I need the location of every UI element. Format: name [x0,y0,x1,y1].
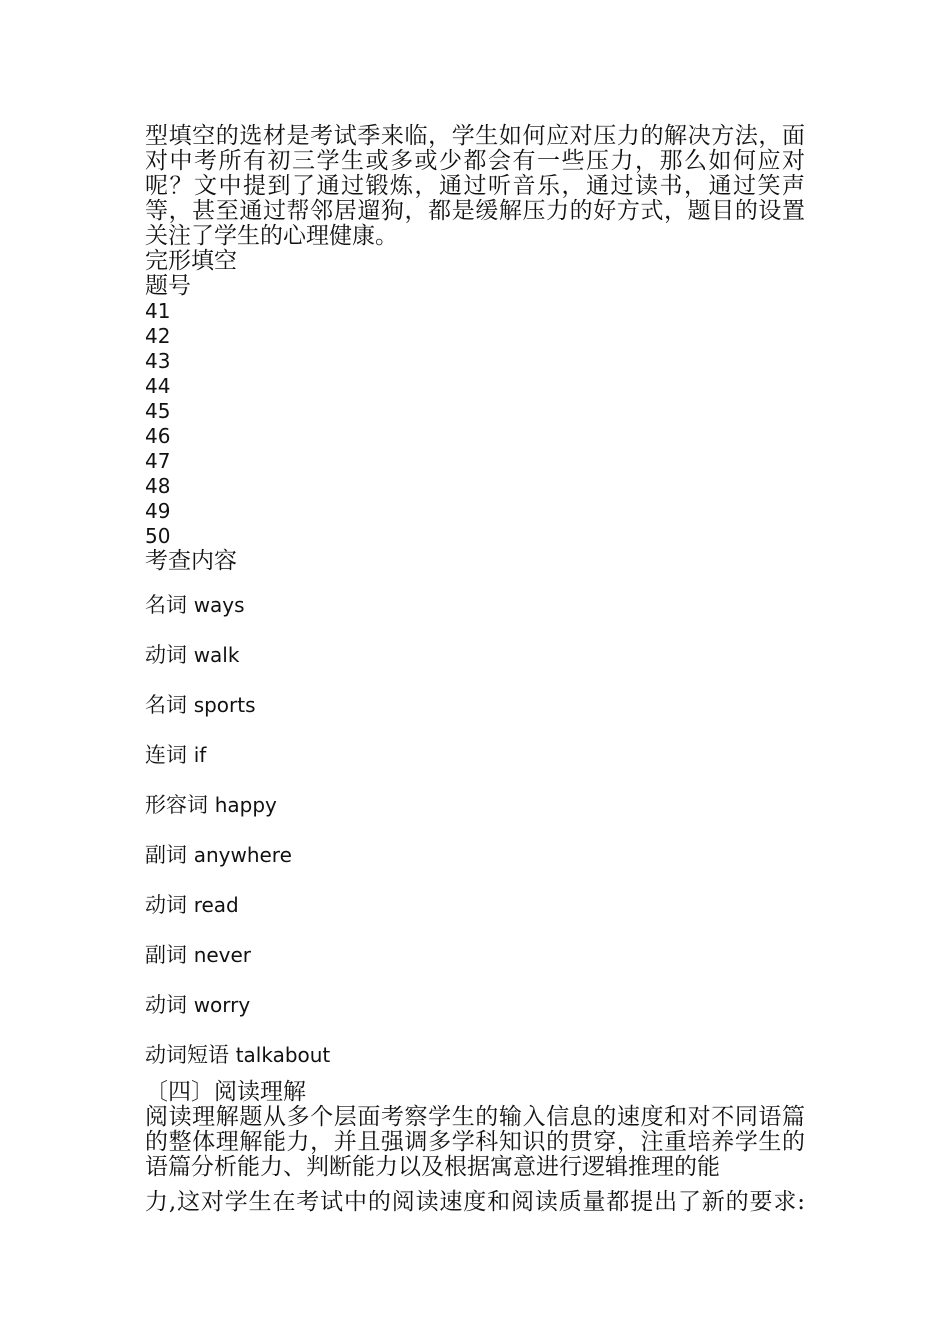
question-number: 47 [145,449,171,473]
question-number: 48 [145,474,171,498]
paragraph-main-text: 阅读理解题从多个层面考察学生的输入信息的速度和对不同语篇的整体理解能力，并且强调多学科知识的贯穿，注重培养学生的语篇分析能力、判断能力以及根据寓意进行逻辑推理的能 [145,1104,805,1180]
number-column-header: 题号 [145,273,191,299]
answer-item [145,680,805,730]
question-number: 44 [145,374,171,398]
answer-word: if [193,743,207,767]
answer-word: anywhere [193,843,292,867]
question-number: 43 [145,349,171,373]
answer-item [145,580,805,630]
question-number: 46 [145,424,171,448]
part-of-speech: 动词 [145,643,187,667]
part-of-speech: 动词 [145,993,187,1017]
intro-paragraph: 型填空的选材是考试季来临，学生如何应对压力的解决方法，面对中考所有初三学生或多或少都会有一些压力，那么如何应对呢？文中提到了通过锻炼，通过听音乐，通过读书，通过笑声等，甚至通过帮邻居遛狗，都是缓解压力的好方式，题目的设置关注了学生的心理健康。 [145,123,805,249]
answer-item [145,830,805,880]
answer-word: talkabout [235,1043,331,1067]
part-of-speech: 动词 [145,893,187,917]
question-number-list [145,299,805,549]
part-of-speech: 动词短语 [145,1043,229,1067]
part-of-speech: 副词 [145,843,187,867]
content-column-header: 考查内容 [145,548,237,574]
answer-item [145,1030,805,1080]
part-of-speech: 副词 [145,943,187,967]
part-of-speech: 名词 [145,593,187,617]
answer-word: ways [193,593,245,617]
section-title: 〔四〕阅读理解 [145,1079,306,1105]
answer-word: sports [193,693,256,717]
question-number: 41 [145,299,171,323]
answer-item [145,980,805,1030]
part-of-speech: 名词 [145,693,187,717]
part-of-speech: 连词 [145,743,187,767]
question-number: 45 [145,399,171,423]
answer-item [145,880,805,930]
answer-word: worry [193,993,251,1017]
paragraph-last-line: 力,这对学生在考试中的阅读速度和阅读质量都提出了新的要求: [145,1189,805,1215]
answer-item [145,730,805,780]
answer-word: walk [193,643,240,667]
table-title: 完形填空 [145,248,237,274]
question-number: 49 [145,499,171,523]
answer-word: never [193,943,252,967]
answer-list [145,580,805,1080]
part-of-speech: 形容词 [145,793,208,817]
question-number: 50 [145,524,171,548]
answer-item [145,780,805,830]
answer-item [145,630,805,680]
reading-comprehension-paragraph [145,1105,805,1215]
question-number: 42 [145,324,171,348]
answer-word: read [193,893,239,917]
answer-word: happy [214,793,277,817]
document-content [145,124,805,1215]
answer-item [145,930,805,980]
